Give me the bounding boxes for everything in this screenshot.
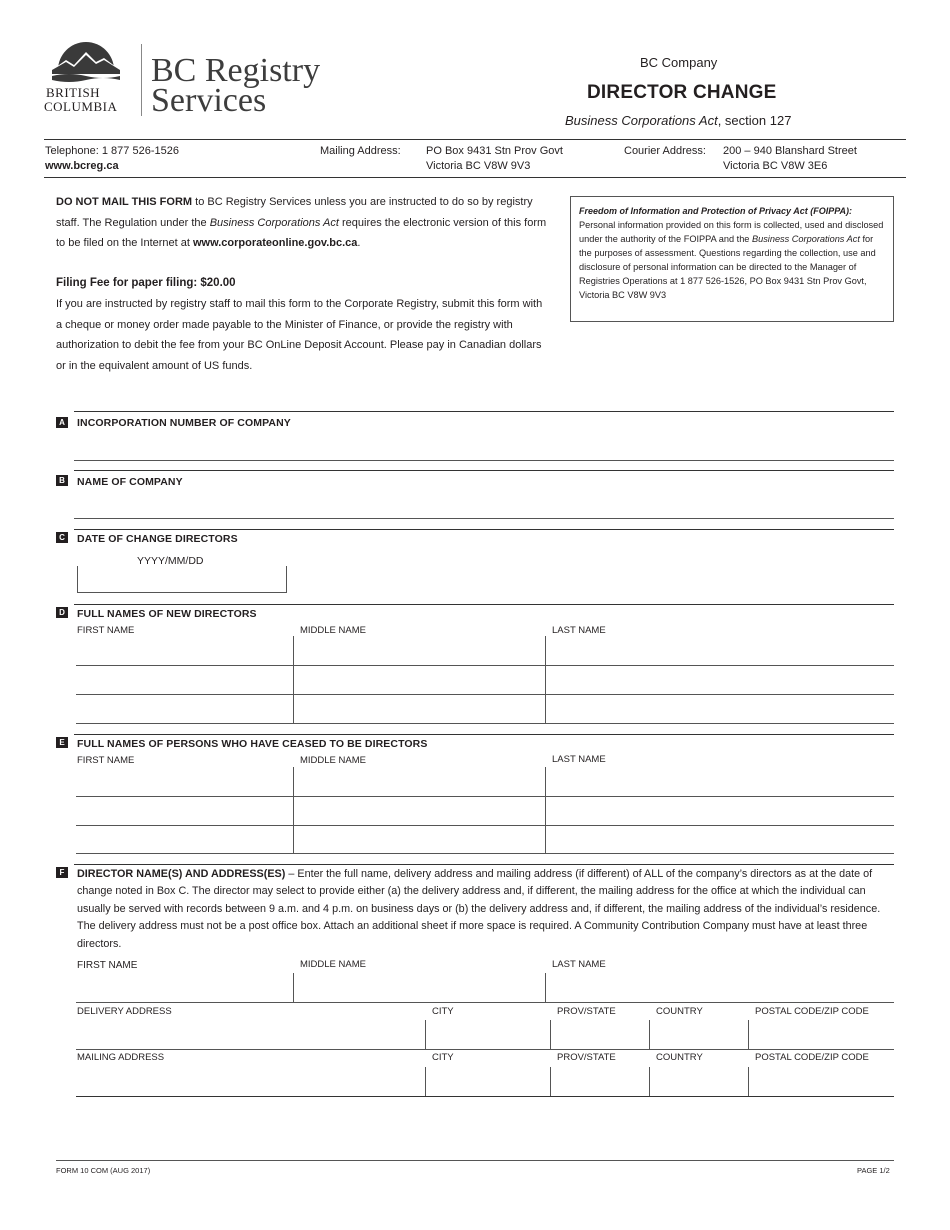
courier-line2: Victoria BC V8W 3E6	[723, 160, 828, 172]
mailing-postal-header: POSTAL CODE/ZIP CODE	[755, 1052, 869, 1063]
section-b-title: NAME OF COMPANY	[77, 476, 183, 488]
do-not-mail-notice: DO NOT MAIL THIS FORM	[56, 196, 193, 208]
director-name-divider-2	[545, 973, 546, 1002]
mailing-line1: PO Box 9431 Stn Prov Govt	[426, 145, 563, 157]
act-reference	[565, 113, 791, 128]
section-a-title: INCORPORATION NUMBER OF COMPANY	[77, 417, 291, 429]
ceased-directors-first-name-header: FIRST NAME	[77, 755, 135, 766]
mailing-divider-3	[649, 1067, 650, 1096]
section-f-title: DIRECTOR NAME(S) AND ADDRESS(ES)	[77, 868, 286, 880]
bc-sun-mountain-logo	[52, 40, 120, 82]
section-c-title: DATE OF CHANGE DIRECTORS	[77, 533, 238, 545]
mailing-divider-4	[748, 1067, 749, 1096]
mailing-divider-2	[550, 1067, 551, 1096]
delivery-divider-1	[425, 1020, 426, 1049]
date-format-label: YYYY/MM/DD	[137, 555, 204, 567]
mailing-address-header: MAILING ADDRESS	[77, 1052, 165, 1063]
brand-line2: Services	[151, 82, 267, 119]
courier-line1: 200 – 940 Blanshard Street	[723, 145, 857, 157]
section-d-title: FULL NAMES OF NEW DIRECTORS	[77, 608, 257, 620]
section-c-letter: C	[56, 532, 68, 543]
delivery-address-row[interactable]	[76, 1049, 894, 1050]
mailing-divider-1	[425, 1067, 426, 1096]
intro-text-1: to BC Registry Services unless you are instructed to do so by registry staff. The Regulation under the	[56, 196, 533, 229]
header-rule-top	[44, 139, 906, 140]
section-e-top-rule	[74, 734, 894, 735]
section-c-top-rule	[74, 529, 894, 530]
ceased-directors-divider-2	[545, 767, 546, 854]
corporate-online-link[interactable]: www.corporateonline.gov.bc.ca	[192, 237, 358, 249]
ceased-director-row-1[interactable]	[76, 796, 894, 797]
delivery-prov-header: PROV/STATE	[557, 1006, 616, 1017]
director-name-divider-1	[293, 973, 294, 1002]
mailing-prov-header: PROV/STATE	[557, 1052, 616, 1063]
new-directors-divider-1	[293, 636, 294, 724]
section-a-letter: A	[56, 417, 68, 428]
logo-divider	[141, 44, 142, 116]
delivery-divider-2	[550, 1020, 551, 1049]
mailing-country-header: COUNTRY	[656, 1052, 703, 1063]
section-e-letter: E	[56, 737, 68, 748]
filing-fee-heading: Filing Fee for paper filing: $20.00	[56, 277, 236, 289]
delivery-divider-4	[748, 1020, 749, 1049]
section-a-top-rule	[74, 411, 894, 412]
foippa-text-1: Personal information provided on this form is collected, used and disclosed under the authority of the FOIPPA and the	[579, 220, 884, 244]
section-d-letter: D	[56, 607, 68, 618]
mailing-line2: Victoria BC V8W 9V3	[426, 160, 531, 172]
delivery-address-header: DELIVERY ADDRESS	[77, 1006, 172, 1017]
director-first-name-header: FIRST NAME	[77, 960, 138, 971]
new-director-row-2[interactable]	[76, 694, 894, 695]
section-f-instructions	[77, 866, 889, 953]
delivery-country-header: COUNTRY	[656, 1006, 703, 1017]
brand-line1: BC Registry	[151, 52, 321, 89]
ceased-director-row-2[interactable]	[76, 825, 894, 826]
mailing-city-header: CITY	[432, 1052, 454, 1063]
act-name: Business Corporations Act	[565, 113, 718, 128]
page-number: PAGE 1/2	[857, 1166, 890, 1175]
filing-fee-text: If you are instructed by registry staff to mail this form to the Corporate Registry, submit this form with a cheque or money order made payable to the Minister of Finance, or provide the registry with authorization to debit the fee from your BC OnLine Deposit Account. Please pay in Canadian dollars or in the equivalent amount of US funds.	[56, 298, 543, 372]
ceased-directors-middle-name-header: MIDDLE NAME	[300, 755, 366, 766]
footer-rule	[56, 1160, 894, 1161]
foippa-text-2: for the purposes of assessment. Questions regarding the collection, use and disclosure of personal information can be directed to the Manager of Registries Operations at 1 877 526-1526, PO Box 9431 Stn Prov Govt, Victoria BC V8W 9V3	[579, 234, 876, 300]
new-director-row-3[interactable]	[76, 723, 894, 724]
delivery-city-header: CITY	[432, 1006, 454, 1017]
director-middle-name-header: MIDDLE NAME	[300, 959, 366, 970]
intro-act-name: Business Corporations Act	[209, 216, 339, 229]
courier-label: Courier Address:	[624, 145, 706, 157]
logo-province-line1: BRITISH	[46, 85, 101, 100]
new-directors-middle-name-header: MIDDLE NAME	[300, 625, 366, 636]
foippa-heading: Freedom of Information and Protection of Privacy Act (FOIPPA):	[579, 206, 853, 216]
section-f-letter: F	[56, 867, 68, 878]
logo-province-line2: COLUMBIA	[44, 99, 118, 114]
mailing-label: Mailing Address:	[320, 145, 401, 157]
telephone: Telephone: 1 877 526-1526	[45, 145, 179, 157]
company-name-field[interactable]	[74, 518, 894, 519]
intro-text-3: .	[357, 237, 361, 249]
act-section: , section 127	[717, 113, 792, 128]
ceased-directors-divider-1	[293, 767, 294, 854]
form-id: FORM 10 COM (AUG 2017)	[56, 1166, 151, 1175]
ceased-directors-last-name-header: LAST NAME	[552, 754, 606, 765]
section-f-text: – Enter the full name, delivery address and mailing address (if different) of ALL of the company’s directors as at the date of change noted in Box C. The director may select to provide either (a) the delivery address and, if different, the mailing address for the office at which the individual can usually be served with records between 9 a.m. and 4 p.m. on business days or (b) the delivery address and, if different, the mailing address of the individual’s residence. The delivery address must not be a post office box. Attach an additional sheet if more space is required. A Community Contribution Company must have at least three directors.	[77, 868, 881, 950]
header-rule-bottom	[44, 177, 906, 178]
foippa-notice	[570, 196, 894, 322]
new-directors-last-name-header: LAST NAME	[552, 625, 606, 636]
incorporation-number-field[interactable]	[74, 460, 894, 461]
form-title: DIRECTOR CHANGE	[587, 82, 777, 103]
section-e-title: FULL NAMES OF PERSONS WHO HAVE CEASED TO BE DIRECTORS	[77, 738, 428, 750]
director-last-name-header: LAST NAME	[552, 959, 606, 970]
foippa-act-name: Business Corporations Act	[751, 234, 860, 244]
mailing-address-row[interactable]	[76, 1096, 894, 1097]
section-b-top-rule	[74, 470, 894, 471]
new-director-row-1[interactable]	[76, 665, 894, 666]
new-directors-first-name-header: FIRST NAME	[77, 625, 135, 636]
delivery-postal-header: POSTAL CODE/ZIP CODE	[755, 1006, 869, 1017]
intro-text-2: requires the electronic version of this form to be filed on the Internet at	[56, 216, 547, 249]
delivery-divider-3	[649, 1020, 650, 1049]
date-of-change-field[interactable]	[77, 566, 287, 593]
ceased-director-row-3[interactable]	[76, 853, 894, 854]
director-name-row[interactable]	[76, 1002, 894, 1003]
section-b-letter: B	[56, 475, 68, 486]
company-type: BC Company	[640, 55, 718, 70]
section-d-top-rule	[74, 604, 894, 605]
foippa-text	[579, 218, 885, 302]
intro-paragraph	[56, 192, 556, 254]
website-link[interactable]: www.bcreg.ca	[45, 160, 119, 172]
new-directors-divider-2	[545, 636, 546, 724]
section-f-top-rule	[74, 864, 894, 865]
